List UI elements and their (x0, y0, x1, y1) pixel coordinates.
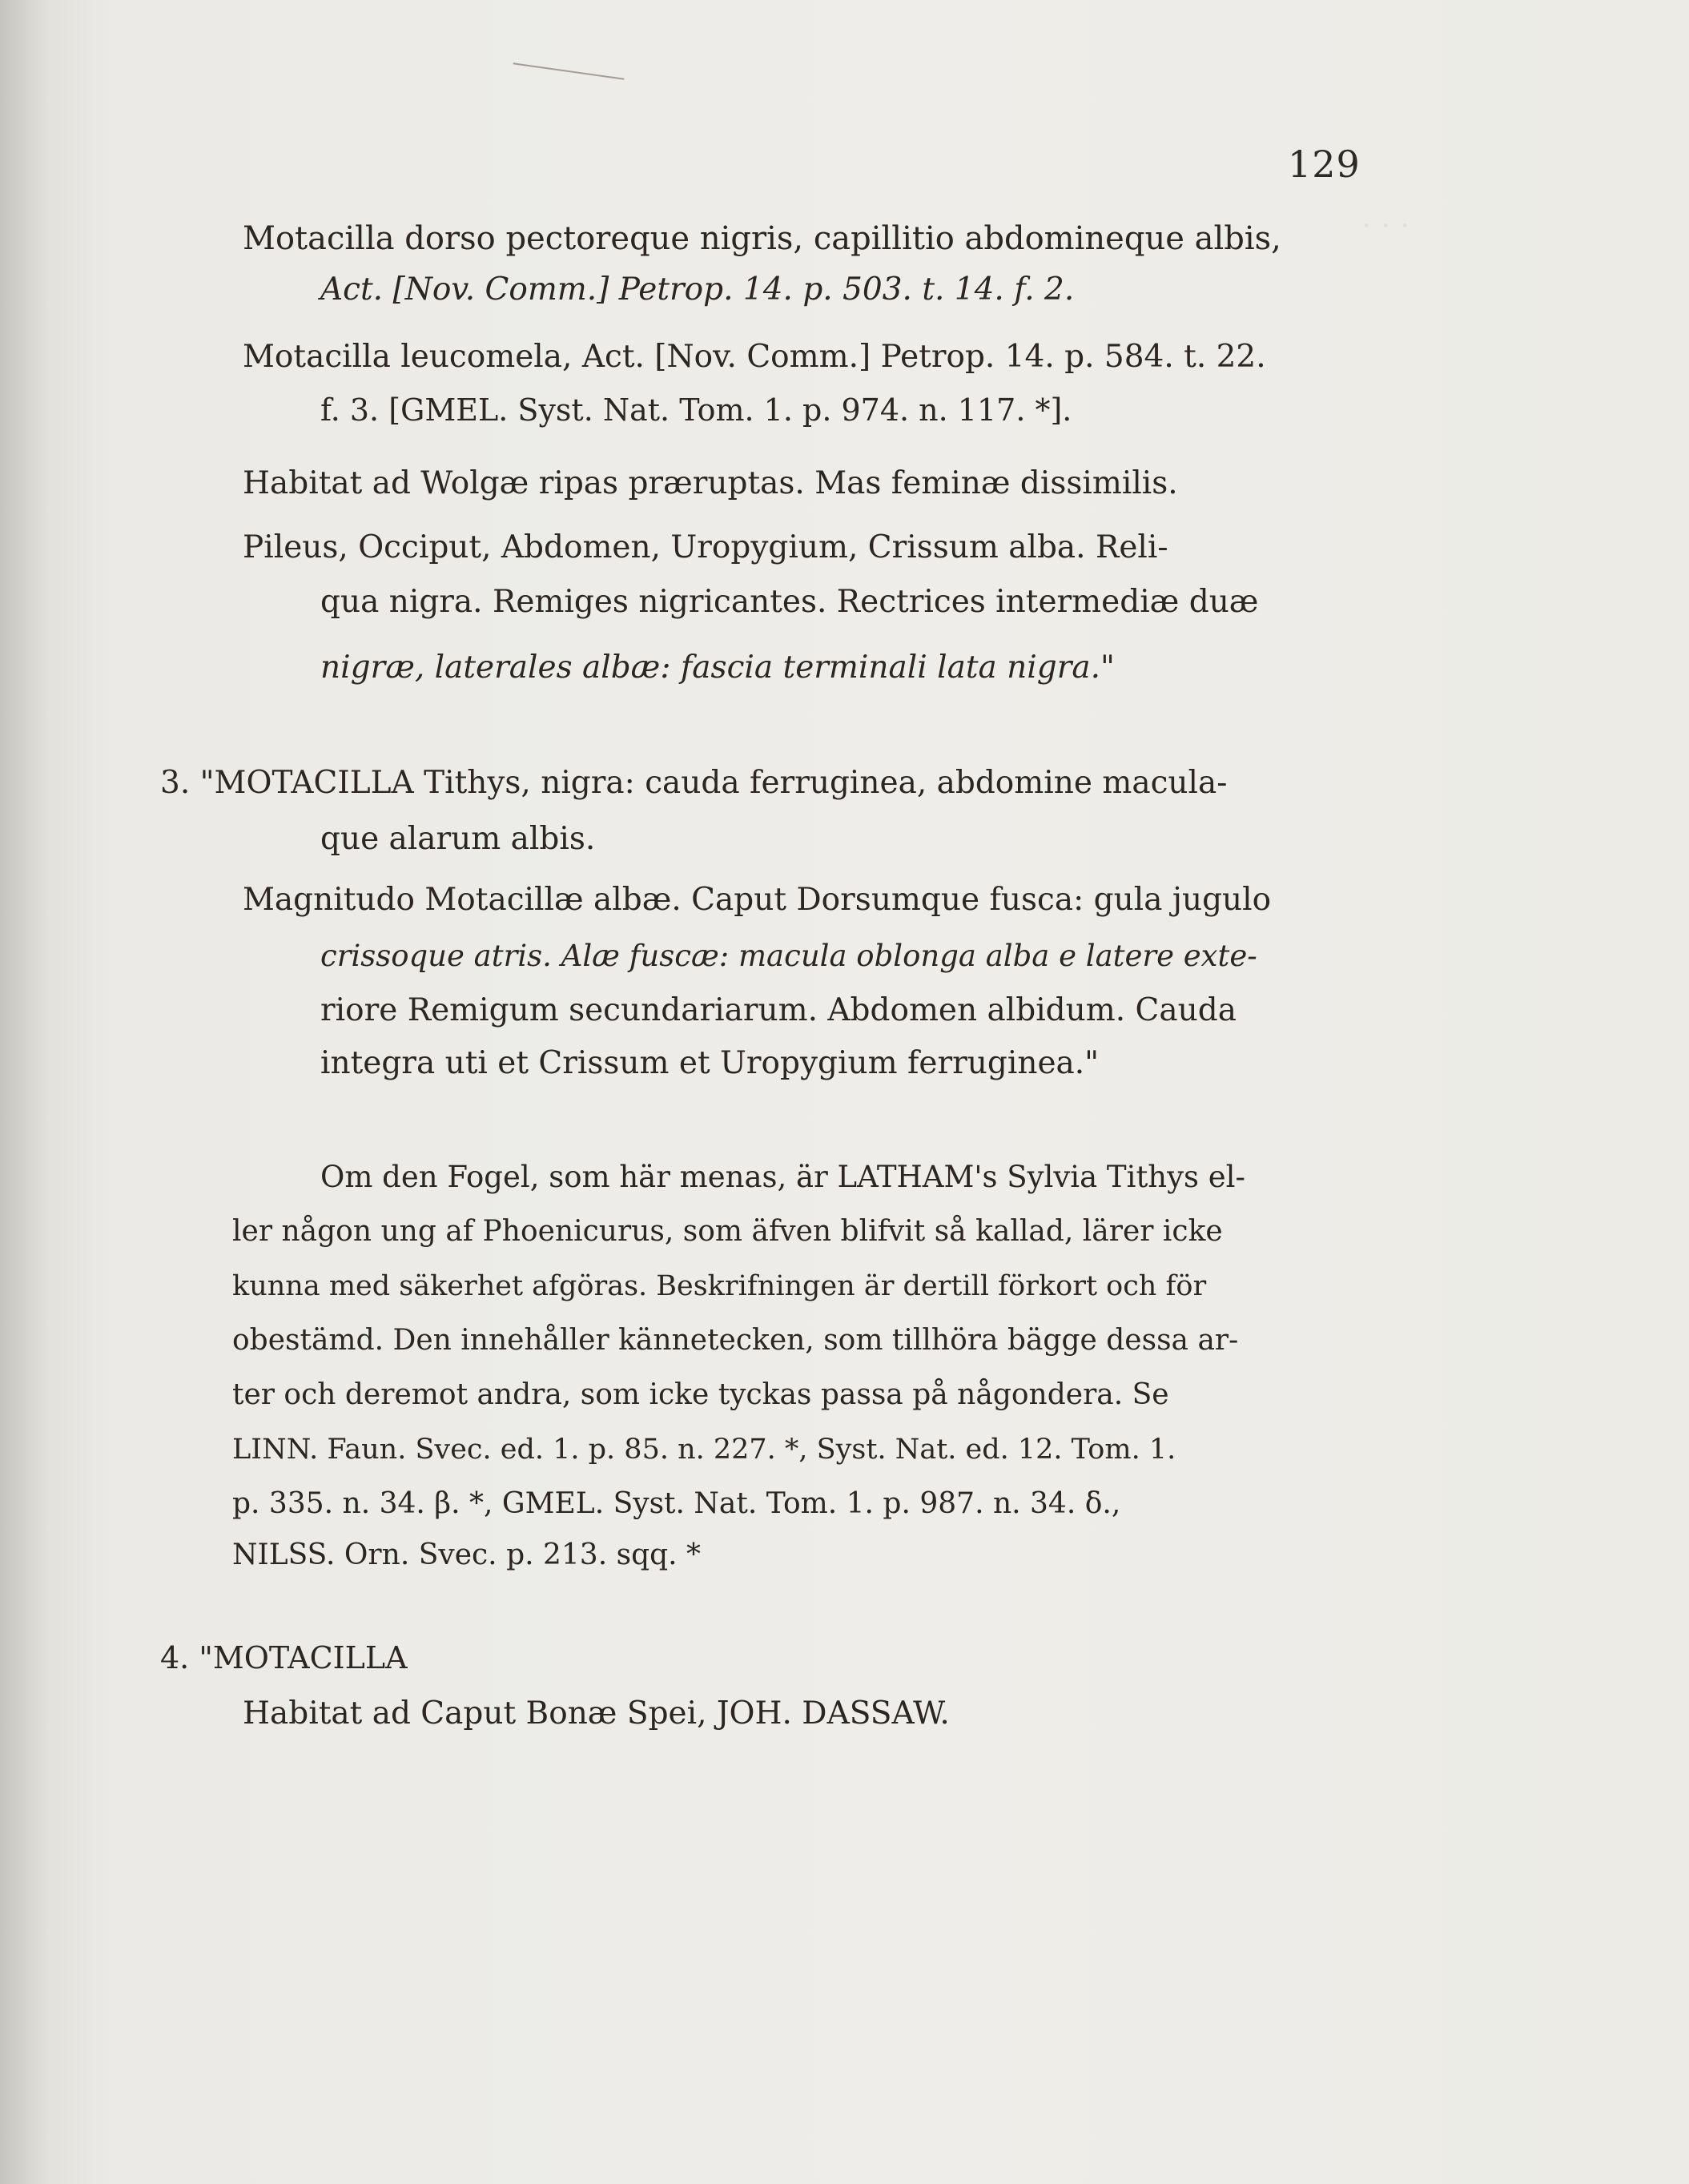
text-line: Act. [Nov. Comm.] Petrop. 14. p. 503. t. 14. f. 2. (320, 271, 1075, 308)
text-line: crissoque atris. Alæ fuscæ: macula oblonga alba e latere exte- (320, 939, 1257, 973)
text-line: obestämd. Den innehåller kännetecken, som tillhöra bägge dessa ar- (232, 1324, 1239, 1357)
text-line: nigræ, laterales albæ: fascia terminali lata nigra." (320, 650, 1115, 686)
text-line: LINN. Faun. Svec. ed. 1. p. 85. n. 227. *, Syst. Nat. ed. 12. Tom. 1. (232, 1434, 1176, 1466)
pencil-mark (513, 62, 625, 79)
text-line: Motacilla leucomela, Act. [Nov. Comm.] Petrop. 14. p. 584. t. 22. (243, 339, 1266, 375)
text-line: kunna med säkerhet afgöras. Beskrifningen är dertill förkort och för (232, 1270, 1207, 1302)
text-line: riore Remigum secundariarum. Abdomen albidum. Cauda (320, 992, 1237, 1028)
page-number: 129 (1288, 143, 1361, 186)
text-line: 4. "MOTACILLA (160, 1640, 408, 1675)
text-line: qua nigra. Remiges nigricantes. Rectrices intermediæ duæ (320, 584, 1259, 620)
text-line: Magnitudo Motacillæ albæ. Caput Dorsumque fusca: gula jugulo (243, 882, 1272, 918)
text-line: Om den Fogel, som här menas, är LATHAM's Sylvia Tithys el- (320, 1160, 1246, 1194)
bleed-through-text: · · · (1361, 208, 1410, 243)
text-line: Pileus, Occiput, Abdomen, Uropygium, Crissum alba. Reli- (243, 529, 1168, 565)
text-line: 3. "MOTACILLA Tithys, nigra: cauda ferruginea, abdomine macula- (160, 765, 1228, 801)
text-line: Habitat ad Wolgæ ripas præruptas. Mas feminæ dissimilis. (243, 465, 1178, 501)
text-line: que alarum albis. (320, 821, 596, 857)
text-line: Habitat ad Caput Bonæ Spei, JOH. DASSAW. (243, 1695, 950, 1732)
text-line: ler någon ung af Phoenicurus, som äfven blifvit så kallad, lärer icke (232, 1215, 1223, 1248)
text-line: f. 3. [GMEL. Syst. Nat. Tom. 1. p. 974. n. 117. *]. (320, 392, 1072, 428)
text-line: integra uti et Crissum et Uropygium ferruginea." (320, 1045, 1100, 1081)
text-line: Motacilla dorso pectoreque nigris, capillitio abdomineque albis, (243, 220, 1281, 257)
text-line: p. 335. n. 34. β. *, GMEL. Syst. Nat. Tom. 1. p. 987. n. 34. δ., (232, 1487, 1121, 1520)
text-line: ter och deremot andra, som icke tyckas passa på någondera. Se (232, 1378, 1169, 1411)
text-line: NILSS. Orn. Svec. p. 213. sqq. * (232, 1538, 702, 1571)
